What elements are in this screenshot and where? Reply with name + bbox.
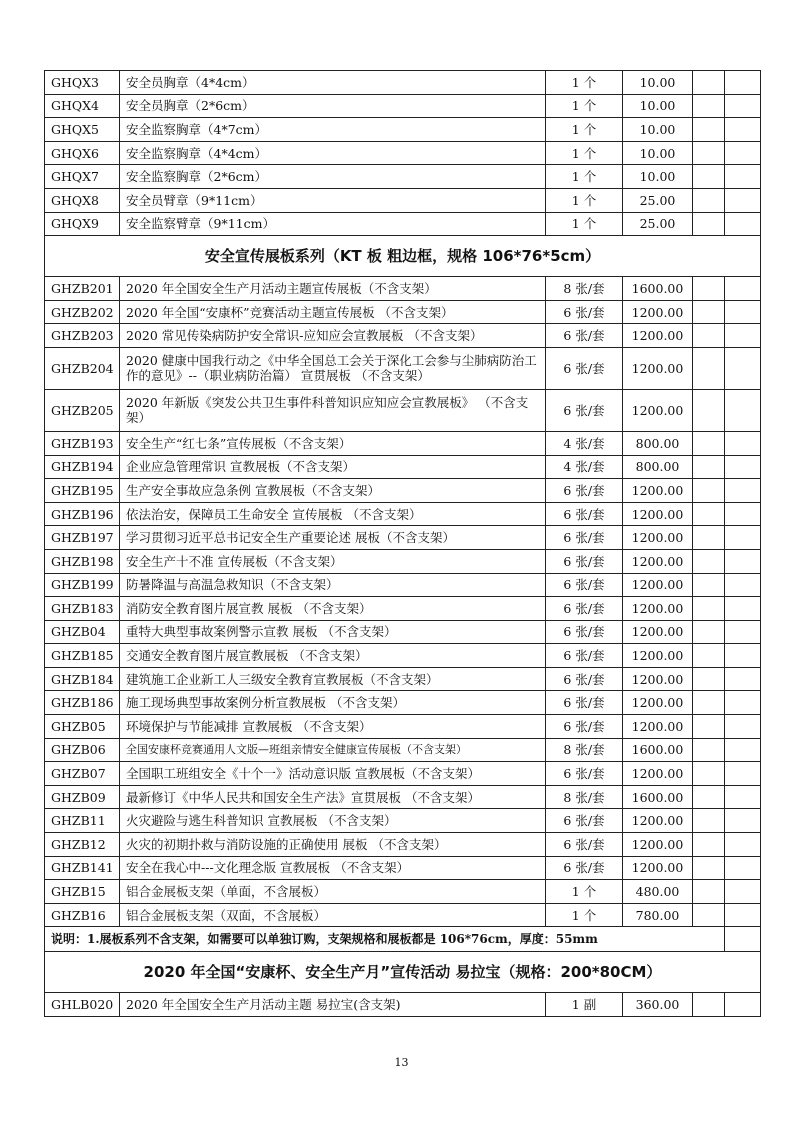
item-price: 1200.00 — [623, 597, 693, 621]
item-name: 安全员胸章（2*6cm） — [120, 94, 546, 118]
item-price: 1200.00 — [623, 526, 693, 550]
item-name: 安全员胸章（4*4cm） — [120, 71, 546, 95]
empty-cell — [725, 762, 761, 786]
empty-cell — [725, 431, 761, 455]
empty-cell — [725, 738, 761, 762]
table-row — [45, 188, 761, 212]
item-quantity: 8 张/套 — [546, 785, 623, 809]
table-row — [45, 833, 761, 857]
item-code: GHZB12 — [45, 833, 120, 857]
item-quantity: 6 张/套 — [546, 833, 623, 857]
empty-cell — [725, 141, 761, 165]
item-price: 1200.00 — [623, 479, 693, 503]
item-quantity: 6 张/套 — [546, 597, 623, 621]
item-code: GHZB205 — [45, 389, 120, 431]
item-price: 1200.00 — [623, 762, 693, 786]
item-name: 学习贯彻习近平总书记安全生产重要论述 展板（不含支架） — [120, 526, 546, 550]
item-name: 依法治安，保障员工生命安全 宣传展板 （不含支架） — [120, 502, 546, 526]
empty-cell — [693, 479, 725, 503]
item-name: 火灾避险与逃生科普知识 宣教展板 （不含支架） — [120, 809, 546, 833]
item-name: 全国职工班组安全《十个一》活动意识版 宣教展板（不含支架） — [120, 762, 546, 786]
item-price: 800.00 — [623, 431, 693, 455]
empty-cell — [725, 188, 761, 212]
empty-cell — [725, 347, 761, 389]
item-name: 全国安康杯竞赛通用人文版—班组亲情安全健康宣传展板（不含支架） — [120, 738, 546, 762]
table-row — [45, 455, 761, 479]
empty-cell — [693, 573, 725, 597]
item-code: GHZB193 — [45, 431, 120, 455]
empty-cell — [693, 691, 725, 715]
table-row — [45, 479, 761, 503]
item-name: 火灾的初期扑救与消防设施的正确使用 展板 （不含支架） — [120, 833, 546, 857]
item-quantity: 6 张/套 — [546, 691, 623, 715]
table-row — [45, 431, 761, 455]
item-code: GHQX3 — [45, 71, 120, 95]
empty-cell — [725, 526, 761, 550]
roll-up-banner-rows — [45, 993, 761, 1017]
item-code: GHZB202 — [45, 300, 120, 324]
item-quantity: 8 张/套 — [546, 738, 623, 762]
item-quantity: 6 张/套 — [546, 809, 623, 833]
empty-cell — [725, 667, 761, 691]
item-name: 2020 年全国“安康杯”竞赛活动主题宣传展板 （不含支架） — [120, 300, 546, 324]
item-price: 1200.00 — [623, 691, 693, 715]
item-price: 25.00 — [623, 188, 693, 212]
item-name: 消防安全教育图片展宣教 展板 （不含支架） — [120, 597, 546, 621]
table-row — [45, 94, 761, 118]
table-row — [45, 141, 761, 165]
section-title: 2020 年全国“安康杯、安全生产月”宣传活动 易拉宝（规格：200*80CM） — [45, 952, 761, 993]
table-row — [45, 691, 761, 715]
item-name: 安全在我心中---文化理念版 宣教展板 （不含支架） — [120, 856, 546, 880]
item-name: 交通安全教育图片展宣教展板 （不含支架） — [120, 644, 546, 668]
table-row — [45, 856, 761, 880]
item-code: GHQX5 — [45, 118, 120, 142]
empty-cell — [693, 347, 725, 389]
item-price: 1200.00 — [623, 620, 693, 644]
table-row — [45, 620, 761, 644]
item-code: GHZB05 — [45, 715, 120, 739]
item-price: 1600.00 — [623, 277, 693, 301]
item-quantity: 6 张/套 — [546, 620, 623, 644]
empty-cell — [693, 502, 725, 526]
item-code: GHZB186 — [45, 691, 120, 715]
item-code: GHZB11 — [45, 809, 120, 833]
empty-cell — [725, 389, 761, 431]
table-row — [45, 903, 761, 927]
empty-cell — [725, 71, 761, 95]
item-price: 780.00 — [623, 903, 693, 927]
section-header-display-boards — [45, 236, 761, 277]
item-name: 2020 年全国安全生产月活动主题宣传展板（不含支架） — [120, 277, 546, 301]
empty-cell — [693, 141, 725, 165]
empty-cell — [693, 526, 725, 550]
item-code: GHZB185 — [45, 644, 120, 668]
item-code: GHZB06 — [45, 738, 120, 762]
item-code: GHZB15 — [45, 880, 120, 904]
empty-cell — [693, 324, 725, 348]
table-row — [45, 118, 761, 142]
table-row — [45, 324, 761, 348]
empty-cell — [693, 667, 725, 691]
item-price: 1200.00 — [623, 324, 693, 348]
empty-cell — [693, 71, 725, 95]
empty-cell — [693, 762, 725, 786]
empty-cell — [693, 644, 725, 668]
item-quantity: 6 张/套 — [546, 856, 623, 880]
item-price: 1600.00 — [623, 738, 693, 762]
item-price: 25.00 — [623, 212, 693, 236]
table-row — [45, 785, 761, 809]
item-code: GHZB141 — [45, 856, 120, 880]
item-quantity: 1 个 — [546, 903, 623, 927]
section-header-roll-up-banners — [45, 952, 761, 993]
item-code: GHZB204 — [45, 347, 120, 389]
item-quantity: 4 张/套 — [546, 455, 623, 479]
empty-cell — [693, 715, 725, 739]
item-price: 10.00 — [623, 141, 693, 165]
empty-cell — [693, 94, 725, 118]
item-price: 10.00 — [623, 165, 693, 189]
item-quantity: 4 张/套 — [546, 431, 623, 455]
item-name: 环境保护与节能减排 宣教展板 （不含支架） — [120, 715, 546, 739]
item-quantity: 6 张/套 — [546, 324, 623, 348]
item-price: 1200.00 — [623, 833, 693, 857]
item-price: 10.00 — [623, 94, 693, 118]
empty-cell — [725, 809, 761, 833]
badge-rows — [45, 71, 761, 236]
item-price: 480.00 — [623, 880, 693, 904]
item-name: 生产安全事故应急条例 宣教展板（不含支架） — [120, 479, 546, 503]
item-quantity: 6 张/套 — [546, 526, 623, 550]
item-quantity: 6 张/套 — [546, 573, 623, 597]
empty-cell — [725, 165, 761, 189]
item-name: 安全监察臂章（9*11cm） — [120, 212, 546, 236]
empty-cell — [725, 880, 761, 904]
empty-cell — [725, 903, 761, 927]
item-code: GHZB198 — [45, 549, 120, 573]
empty-cell — [725, 277, 761, 301]
empty-cell — [693, 300, 725, 324]
empty-cell — [693, 597, 725, 621]
empty-cell — [725, 324, 761, 348]
empty-cell — [693, 738, 725, 762]
item-price: 1200.00 — [623, 856, 693, 880]
item-code: GHQX7 — [45, 165, 120, 189]
item-price: 800.00 — [623, 455, 693, 479]
empty-cell — [725, 549, 761, 573]
empty-cell — [725, 927, 761, 952]
item-price: 1200.00 — [623, 389, 693, 431]
empty-cell — [693, 880, 725, 904]
empty-cell — [693, 188, 725, 212]
item-name: 重特大典型事故案例警示宣教 展板 （不含支架） — [120, 620, 546, 644]
item-quantity: 6 张/套 — [546, 549, 623, 573]
item-name: 建筑施工企业新工人三级安全教育宣教展板（不含支架） — [120, 667, 546, 691]
table-row — [45, 880, 761, 904]
item-name: 安全监察胸章（2*6cm） — [120, 165, 546, 189]
table-row — [45, 502, 761, 526]
table-row — [45, 277, 761, 301]
item-code: GHZB194 — [45, 455, 120, 479]
item-price: 1200.00 — [623, 502, 693, 526]
empty-cell — [693, 165, 725, 189]
table-row — [45, 667, 761, 691]
empty-cell — [725, 94, 761, 118]
item-code: GHZB183 — [45, 597, 120, 621]
empty-cell — [693, 903, 725, 927]
item-price: 1200.00 — [623, 300, 693, 324]
table-row — [45, 526, 761, 550]
item-quantity: 1 个 — [546, 188, 623, 212]
item-price: 360.00 — [623, 993, 693, 1017]
item-price: 1200.00 — [623, 347, 693, 389]
table-row — [45, 71, 761, 95]
item-quantity: 1 个 — [546, 880, 623, 904]
item-quantity: 1 个 — [546, 94, 623, 118]
table-row — [45, 597, 761, 621]
empty-cell — [725, 479, 761, 503]
item-price: 1600.00 — [623, 785, 693, 809]
item-name: 2020 年全国安全生产月活动主题 易拉宝(含支架) — [120, 993, 546, 1017]
table-row — [45, 347, 761, 389]
item-quantity: 6 张/套 — [546, 347, 623, 389]
item-name: 安全监察胸章（4*4cm） — [120, 141, 546, 165]
empty-cell — [693, 785, 725, 809]
table-row — [45, 715, 761, 739]
table-row — [45, 549, 761, 573]
item-code: GHZB04 — [45, 620, 120, 644]
empty-cell — [725, 833, 761, 857]
empty-cell — [693, 212, 725, 236]
item-quantity: 8 张/套 — [546, 277, 623, 301]
item-code: GHZB196 — [45, 502, 120, 526]
item-name: 铝合金展板支架（双面，不含展板） — [120, 903, 546, 927]
note-block — [45, 927, 761, 952]
item-quantity: 6 张/套 — [546, 502, 623, 526]
empty-cell — [693, 809, 725, 833]
item-code: GHQX8 — [45, 188, 120, 212]
item-code: GHZB16 — [45, 903, 120, 927]
table-row — [45, 993, 761, 1017]
item-quantity: 6 张/套 — [546, 300, 623, 324]
item-code: GHZB09 — [45, 785, 120, 809]
item-code: GHZB199 — [45, 573, 120, 597]
item-code: GHLB020 — [45, 993, 120, 1017]
table-row — [45, 389, 761, 431]
item-code: GHQX9 — [45, 212, 120, 236]
item-code: GHZB197 — [45, 526, 120, 550]
product-catalog-table — [44, 70, 761, 1017]
empty-cell — [725, 118, 761, 142]
empty-cell — [725, 212, 761, 236]
item-price: 1200.00 — [623, 667, 693, 691]
table-row — [45, 644, 761, 668]
item-quantity: 1 个 — [546, 212, 623, 236]
table-row — [45, 573, 761, 597]
item-code: GHZB201 — [45, 277, 120, 301]
empty-cell — [725, 993, 761, 1017]
empty-cell — [725, 715, 761, 739]
item-quantity: 1 个 — [546, 118, 623, 142]
display-board-rows — [45, 277, 761, 927]
empty-cell — [693, 620, 725, 644]
empty-cell — [725, 502, 761, 526]
table-row — [45, 809, 761, 833]
item-quantity: 6 张/套 — [546, 479, 623, 503]
empty-cell — [693, 277, 725, 301]
empty-cell — [693, 118, 725, 142]
item-quantity: 1 个 — [546, 141, 623, 165]
item-name: 防暑降温与高温急救知识（不含支架） — [120, 573, 546, 597]
empty-cell — [725, 785, 761, 809]
empty-cell — [725, 300, 761, 324]
item-quantity: 6 张/套 — [546, 667, 623, 691]
item-quantity: 6 张/套 — [546, 762, 623, 786]
empty-cell — [693, 431, 725, 455]
empty-cell — [693, 389, 725, 431]
empty-cell — [725, 620, 761, 644]
item-name: 安全生产十不准 宣传展板（不含支架） — [120, 549, 546, 573]
item-name: 铝合金展板支架（单面，不含展板） — [120, 880, 546, 904]
table-row — [45, 165, 761, 189]
empty-cell — [693, 549, 725, 573]
page-number: 13 — [394, 1056, 409, 1069]
empty-cell — [693, 856, 725, 880]
empty-cell — [693, 833, 725, 857]
table-row — [45, 738, 761, 762]
item-quantity: 1 个 — [546, 165, 623, 189]
item-code: GHZB203 — [45, 324, 120, 348]
item-price: 10.00 — [623, 118, 693, 142]
item-price: 10.00 — [623, 71, 693, 95]
item-code: GHQX4 — [45, 94, 120, 118]
item-name: 施工现场典型事故案例分析宣教展板 （不含支架） — [120, 691, 546, 715]
table-row — [45, 212, 761, 236]
item-name: 企业应急管理常识 宣教展板（不含支架） — [120, 455, 546, 479]
table-row — [45, 762, 761, 786]
item-name: 安全员臂章（9*11cm） — [120, 188, 546, 212]
item-code: GHZB184 — [45, 667, 120, 691]
empty-cell — [725, 644, 761, 668]
empty-cell — [725, 455, 761, 479]
item-quantity: 6 张/套 — [546, 389, 623, 431]
item-price: 1200.00 — [623, 573, 693, 597]
item-name: 最新修订《中华人民共和国安全生产法》宣贯展板 （不含支架） — [120, 785, 546, 809]
item-code: GHZB195 — [45, 479, 120, 503]
empty-cell — [725, 856, 761, 880]
item-quantity: 1 个 — [546, 71, 623, 95]
item-code: GHZB07 — [45, 762, 120, 786]
empty-cell — [725, 691, 761, 715]
empty-cell — [693, 455, 725, 479]
note-text: 说明：1.展板系列不含支架，如需要可以单独订购，支架规格和展板都是 106*76cm，厚度：55mm — [45, 927, 725, 952]
item-price: 1200.00 — [623, 809, 693, 833]
item-name: 2020 健康中国我行动之《中华全国总工会关于深化工会参与尘肺病防治工作的意见》--（职业病防治篇） 宣贯展板 （不含支架） — [120, 347, 546, 389]
empty-cell — [693, 993, 725, 1017]
item-name: 2020 年新版《突发公共卫生事件科普知识应知应会宣教展板》 （不含支架） — [120, 389, 546, 431]
item-quantity: 6 张/套 — [546, 715, 623, 739]
item-name: 安全监察胸章（4*7cm） — [120, 118, 546, 142]
item-name: 2020 常见传染病防护安全常识-应知应会宣教展板 （不含支架） — [120, 324, 546, 348]
section-title: 安全宣传展板系列（KT 板 粗边框，规格 106*76*5cm） — [45, 236, 761, 277]
item-price: 1200.00 — [623, 644, 693, 668]
item-code: GHQX6 — [45, 141, 120, 165]
item-name: 安全生产“红七条”宣传展板（不含支架） — [120, 431, 546, 455]
item-price: 1200.00 — [623, 715, 693, 739]
table-row — [45, 300, 761, 324]
item-quantity: 1 副 — [546, 993, 623, 1017]
empty-cell — [725, 573, 761, 597]
item-quantity: 6 张/套 — [546, 644, 623, 668]
empty-cell — [725, 597, 761, 621]
item-price: 1200.00 — [623, 549, 693, 573]
